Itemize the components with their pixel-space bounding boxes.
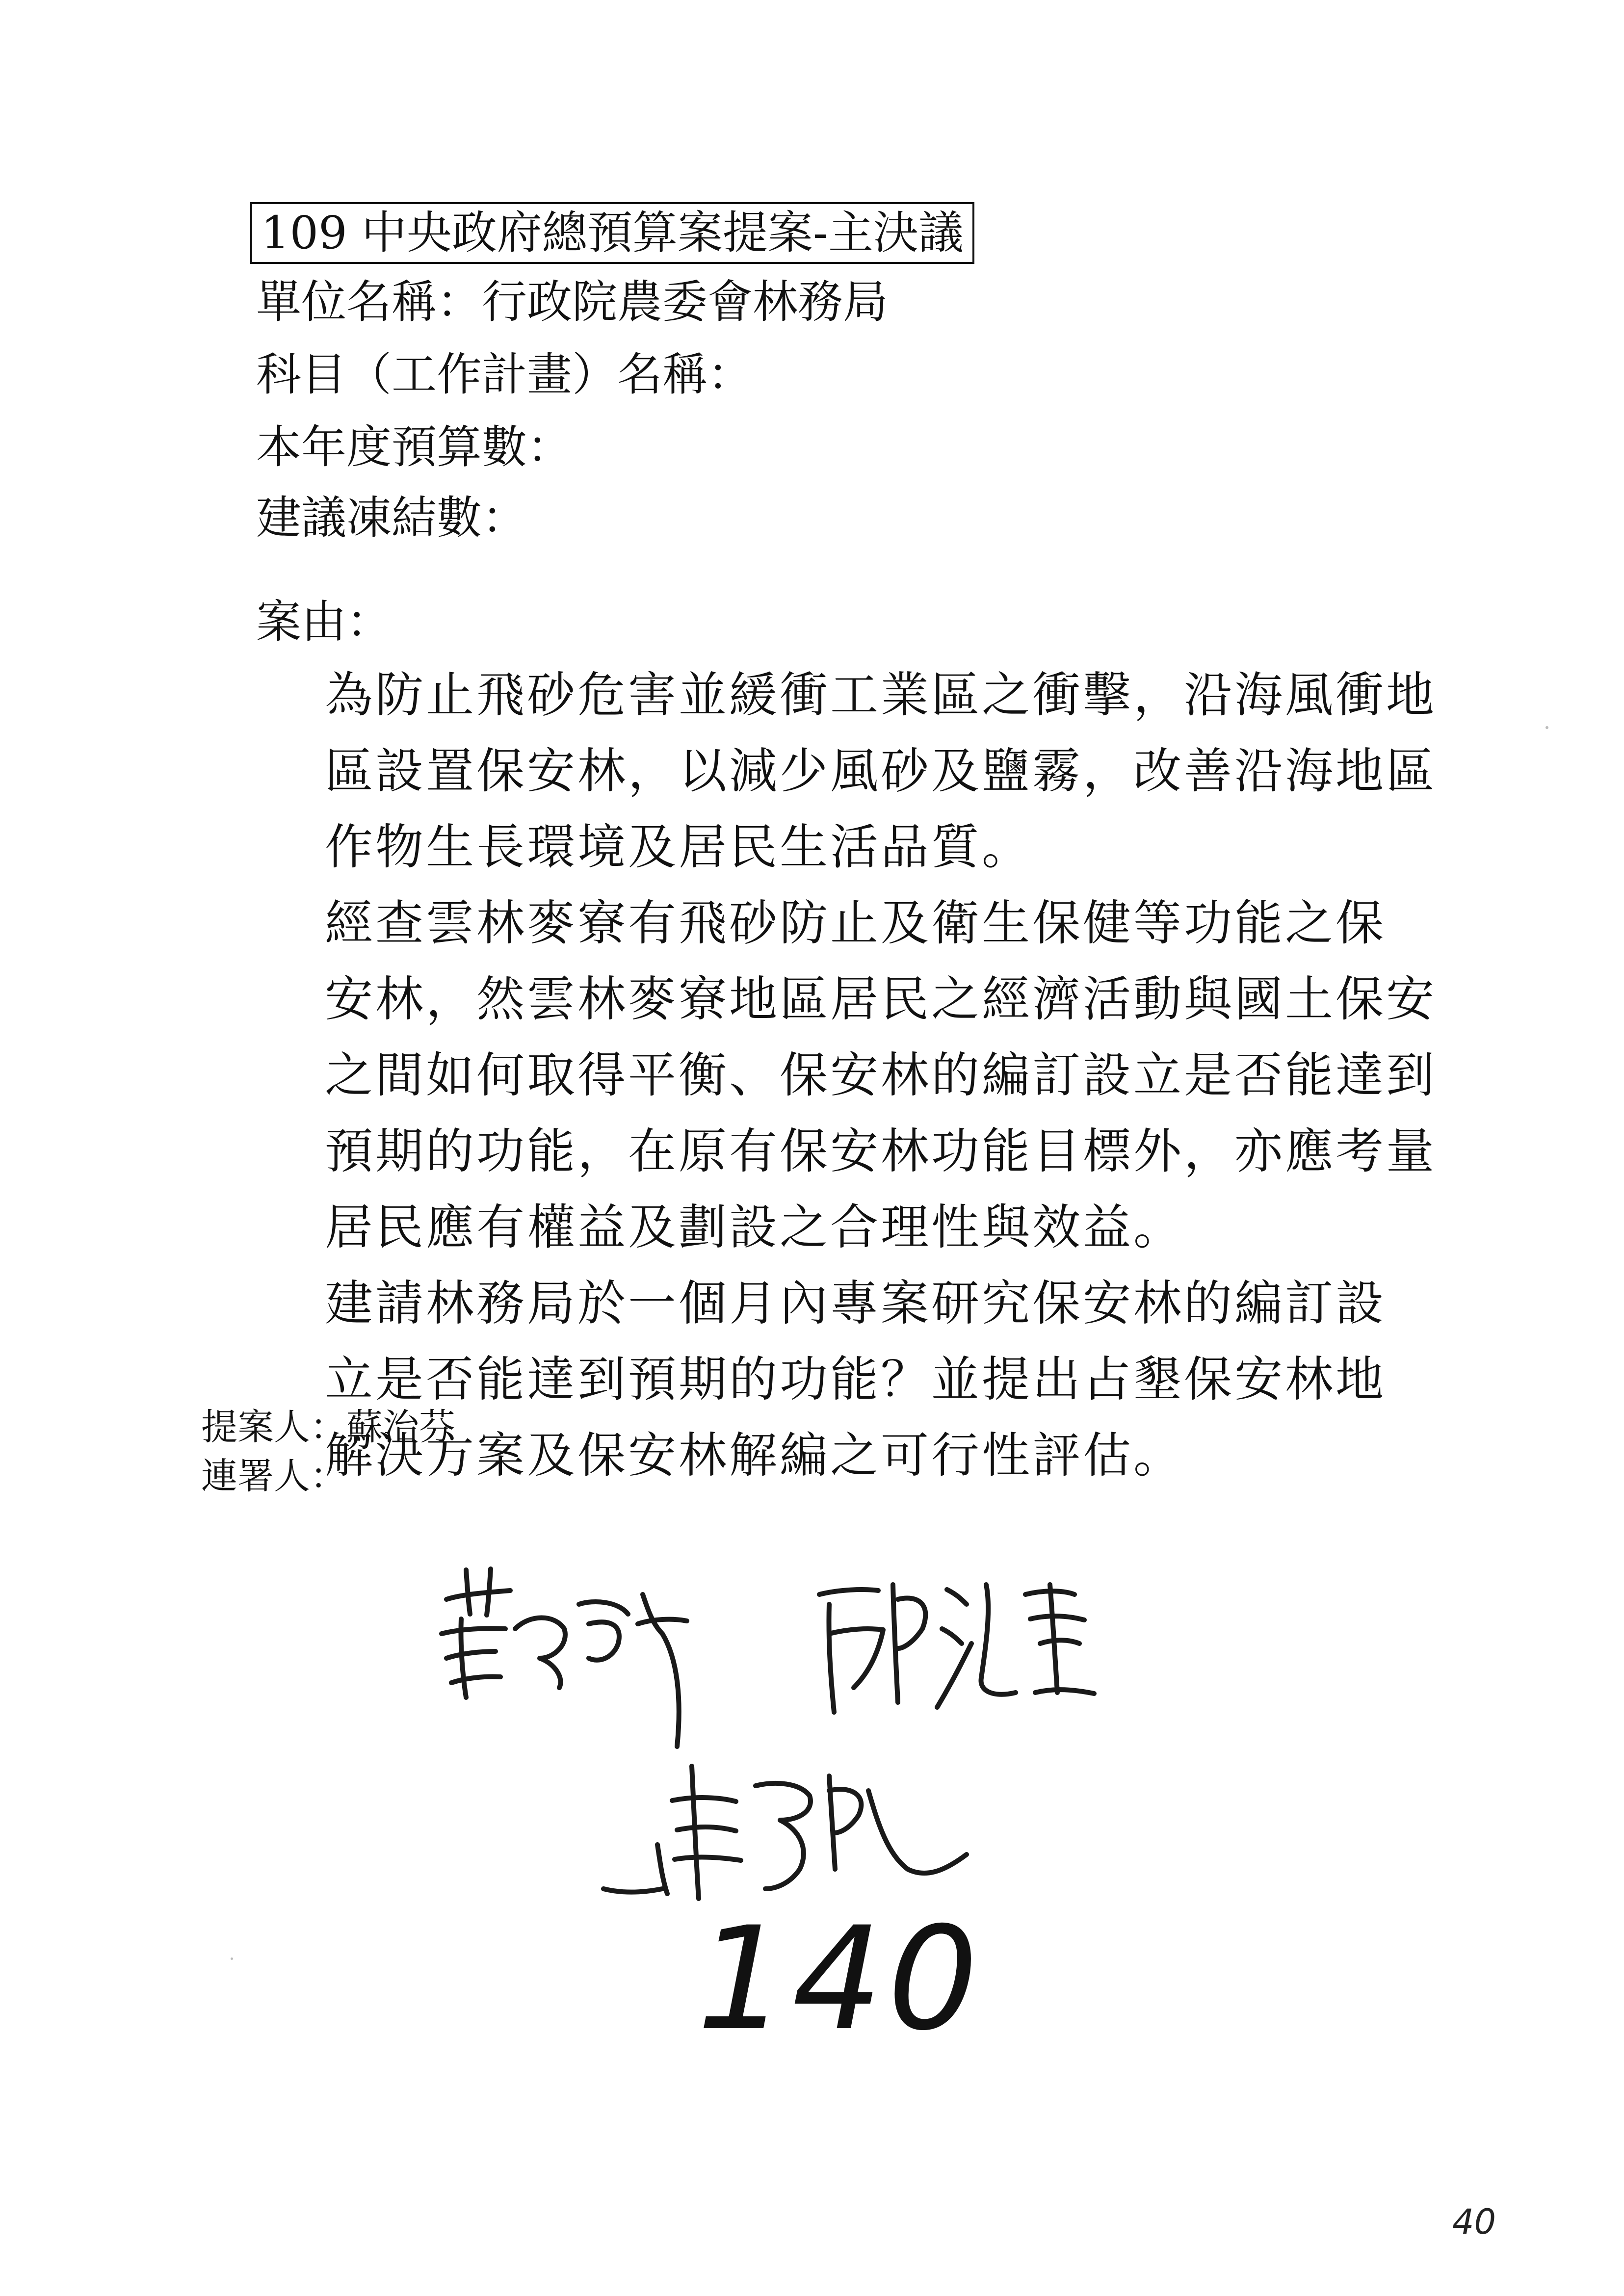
reason-label: 案由： [256,596,392,648]
reason-line: 居民應有權益及劃設之合理性與效益。 [325,1200,1184,1255]
subject-name: 科目（工作計畫）名稱： [256,348,753,401]
reason-line: 安林，然雲林麥寮地區居民之經濟活動與國土保安 [325,971,1437,1027]
budget-amount: 本年度預算數： [256,421,573,473]
unit-name: 單位名稱：行政院農委會林務局 [256,276,889,328]
reason-line: 建請林務局於一個月內專案研究保安林的編訂設 [325,1276,1387,1331]
freeze-amount: 建議凍結數： [256,492,527,544]
page-number: 40 [1452,2202,1496,2242]
cosigners-label: 連署人： [201,1455,346,1497]
document-title: 109 中央政府總預算案提案-主決議 [250,202,974,264]
reason-line: 立是否能達到預期的功能？並提出占墾保安林地 [325,1352,1387,1408]
reason-line: 區設置保安林，以減少風砂及鹽霧，改善沿海地區 [325,743,1437,799]
handwritten-number: 140 [697,1897,983,2062]
scan-speck [1545,726,1548,729]
signature-cosigner-2 [594,1747,976,1908]
reason-line: 為防止飛砂危害並緩衝工業區之衝擊，沿海風衝地 [325,667,1437,723]
reason-paragraph [325,886,1437,1266]
signature-proposer [432,1560,707,1766]
reason-body [325,657,1437,1494]
reason-line: 作物生長環境及居民生活品質。 [325,819,1033,875]
reason-line: 經查雲林麥寮有飛砂防止及衛生保健等功能之保 [325,895,1387,951]
reason-line: 解決方案及保安林解編之可行性評估。 [325,1428,1184,1484]
proposer: 提案人：蘇治芬 [201,1406,455,1448]
reason-line: 之間如何取得平衡、保安林的編訂設立是否能達到 [325,1047,1437,1103]
reason-paragraph [325,1266,1399,1494]
signature-cosigner-1 [810,1565,1104,1742]
reason-paragraph [325,657,1437,886]
reason-line: 預期的功能，在原有保安林功能目標外，亦應考量 [325,1123,1437,1179]
scan-speck [231,1957,233,1960]
